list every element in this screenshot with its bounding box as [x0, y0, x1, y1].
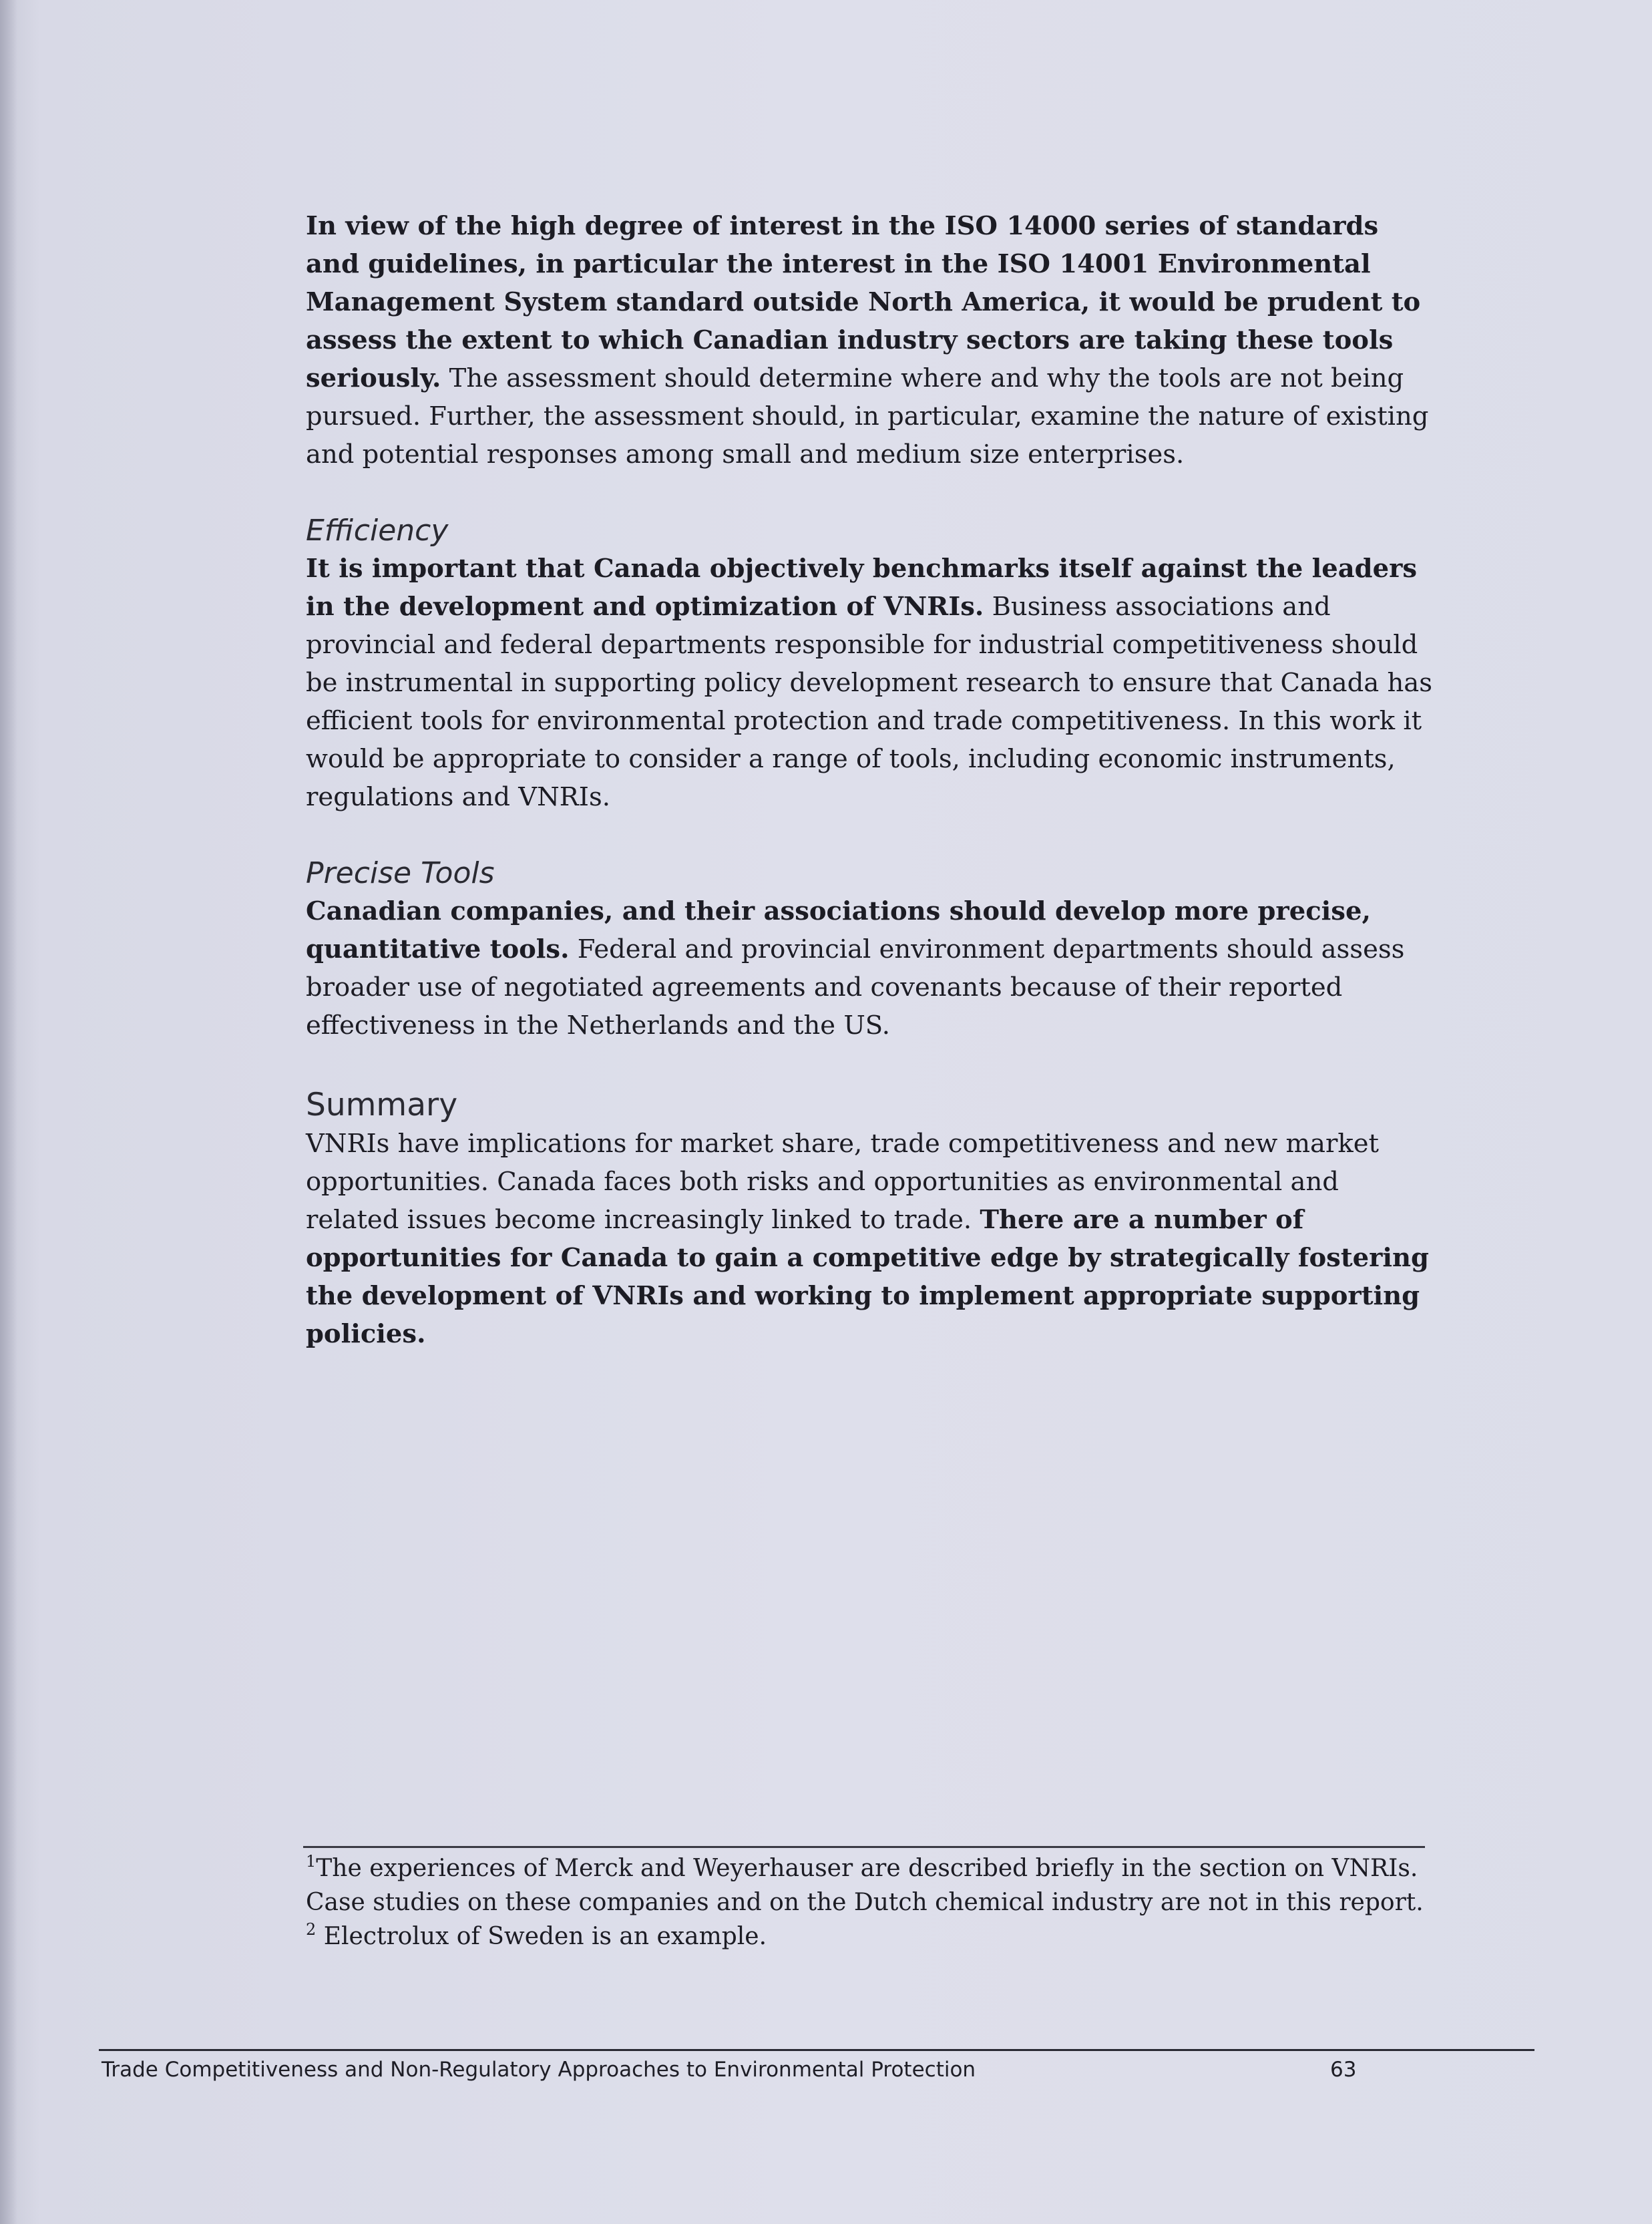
precise-tools-body-text: Federal and provincial environment departments should assess broader use of negotiated agreements and covenants because of their reported effectiveness in the Netherlands and the US. [306, 934, 1405, 1041]
precise-tools-heading: Precise Tools [306, 856, 495, 890]
footnote-divider [303, 1846, 1425, 1848]
page-number: 63 [1330, 2058, 1357, 2082]
footer-title: Trade Competitiveness and Non-Regulatory Approaches to Environmental Protection [101, 2058, 976, 2082]
efficiency-paragraph [306, 550, 1434, 816]
efficiency-body-text: Business associations and provincial and federal departments responsible for industrial competitiveness should be instrumental in supporting policy development research to ensure that Canada has efficient tools for environmental protection and trade competitiveness. In this work it would be appropriate to consider a range of tools, including economic instruments, regulations and VNRIs. [306, 592, 1432, 812]
footnote-1 [306, 1851, 1434, 1919]
footer-divider [99, 2049, 1534, 2051]
footnote-1-marker: 1 [306, 1852, 317, 1871]
intro-bold-text: In view of the high degree of interest in the ISO 14000 series of standards and guidelines, in particular the interest in the ISO 14001 Environmental Management System standard outside North America, it would be prudent to assess the extent to which Canadian industry sectors are taking these tools seriously. [306, 211, 1421, 393]
footnote-2-text: Electrolux of Sweden is an example. [316, 1923, 767, 1950]
footnote-2-marker: 2 [306, 1920, 317, 1939]
summary-bold-text: There are a number of opportunities for Canada to gain a competitive edge by strategically fostering the development of VNRIs and working to implement appropriate supporting policies. [306, 1205, 1429, 1349]
precise-tools-paragraph [306, 892, 1434, 1045]
summary-paragraph [306, 1125, 1434, 1353]
precise-tools-section [306, 855, 1434, 1045]
main-content [306, 207, 1434, 1392]
summary-body-text: VNRIs have implications for market share, trade competitiveness and new market opportunities. Canada faces both risks and opportunities as environmental and related issues become increasingly linked to trade. [306, 1129, 1379, 1235]
summary-section [306, 1086, 1434, 1353]
footnote-2 [306, 1919, 1434, 1954]
page-footer [101, 2054, 1534, 2085]
efficiency-bold-text: It is important that Canada objectively benchmarks itself against the leaders in the development and optimization of VNRIs. [306, 554, 1418, 622]
footnotes [306, 1851, 1434, 1954]
intro-paragraph [306, 207, 1434, 474]
precise-tools-bold-text: Canadian companies, and their associations should develop more precise, quantitative tools. [306, 896, 1371, 964]
intro-body-text: The assessment should determine where and why the tools are not being pursued. Further, the assessment should, in particular, examine the nature of existing and potential responses among small and medium size enterprises. [306, 363, 1429, 470]
page-edge-shadow [0, 0, 17, 2224]
footnote-1-text: The experiences of Merck and Weyerhauser are described briefly in the section on VNRIs. Case studies on these companies and on the Dutch chemical industry are not in this report. [306, 1855, 1424, 1916]
efficiency-heading: Efficiency [306, 514, 449, 548]
summary-heading: Summary [306, 1087, 458, 1123]
efficiency-section [306, 512, 1434, 816]
